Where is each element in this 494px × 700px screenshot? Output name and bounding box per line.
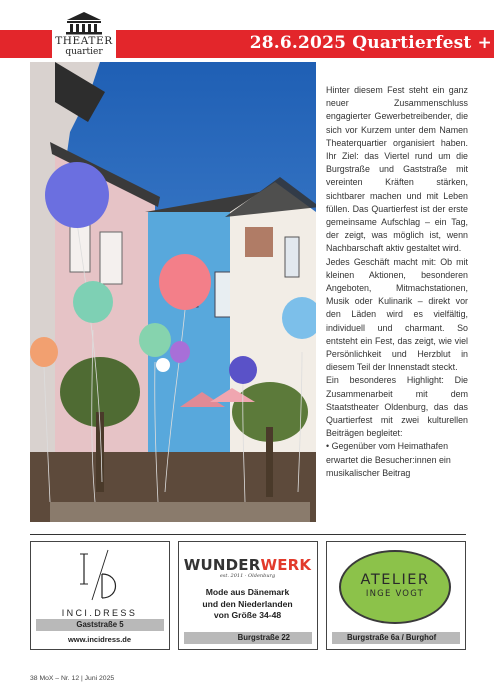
logo-line1: THEATER <box>55 35 113 47</box>
wunderwerk-desc-line: von Größe 34-48 <box>213 610 282 620</box>
ad-incidress[interactable] <box>30 541 170 650</box>
wunderwerk-tagline: est. 2011 · Oldenburg <box>219 573 276 579</box>
theater-building-icon <box>64 11 104 35</box>
atelier-logo <box>339 550 451 624</box>
incidress-logo-icon <box>70 546 130 604</box>
page-title: 28.6.2025 Quartierfest + <box>249 33 492 53</box>
article-paragraph: • Gegenüber vom Heimathafen erwartet die Besucher:innen ein musikalischer Beitrag <box>326 441 451 478</box>
wunderwerk-logo-dark: WUNDER <box>183 556 261 574</box>
atelier-line2: INGE VOGT <box>365 589 425 599</box>
atelier-line1: ATELIER <box>360 572 430 588</box>
wunderwerk-address: Burgstraße 22 <box>184 632 312 644</box>
wunderwerk-logo-red: WERK <box>260 556 312 574</box>
incidress-monogram <box>31 546 168 609</box>
incidress-name: INCI.DRESS <box>61 608 138 618</box>
page-footer: 38 MoX – Nr. 12 | Juni 2025 <box>30 675 115 682</box>
street-photo <box>30 62 316 522</box>
wunderwerk-desc-line: Mode aus Dänemark <box>205 587 290 597</box>
incidress-url[interactable]: www.incidress.de <box>67 635 132 644</box>
article-paragraph: Hinter diesem Fest steht ein ganz neuer Zusammenschluss engagierter Gewerbetreibender, die sich vor Kurzem unter dem Namen Theaterquartier organisiert haben. Ihr Ziel: das Viertel rund um die Burgstraße und Gaststraße mit vereinten Kräften stärken, sichtbarer machen und mit Leben füllen. Das Quartierfest ist der erste gemeinsame Aufschlag – ein Tag, der zeigt, was möglich ist, wenn Nachbarschaft aktiv gestaltet wird. <box>326 85 468 254</box>
wunderwerk-description <box>179 587 316 622</box>
article-paragraph: Ein besonderes Highlight: Die Zusammenarbeit mit dem Staatstheater Oldenburg, das das Quartierfest mit zwei kulturellen Beiträgen begleitet: <box>326 375 468 439</box>
theater-quartier-logo <box>52 8 116 64</box>
ad-atelier[interactable] <box>326 541 466 650</box>
logo-line2: quartier <box>65 47 103 57</box>
incidress-address: Gaststraße 5 <box>36 619 164 631</box>
wunderwerk-logo <box>179 556 316 574</box>
wunderwerk-desc-line: und den Niederlanden <box>202 598 293 609</box>
article-paragraph: Jedes Geschäft macht mit: Ob mit kleinen Aktionen, besonderen Angeboten, Mitmachstationen, Musik oder Kulinarik – direkt vor den Läden wird es vielfältig, individuell und charmant. So entsteht ein Fest, das zeigt, wie viel Persönlichkeit und Herzblut in diesem Teil der Innenstadt steckt. <box>326 256 468 373</box>
ad-wunderwerk[interactable] <box>178 541 318 650</box>
atelier-address: Burgstraße 6a / Burghof <box>332 632 460 644</box>
article-body <box>326 84 468 480</box>
divider <box>30 534 466 535</box>
